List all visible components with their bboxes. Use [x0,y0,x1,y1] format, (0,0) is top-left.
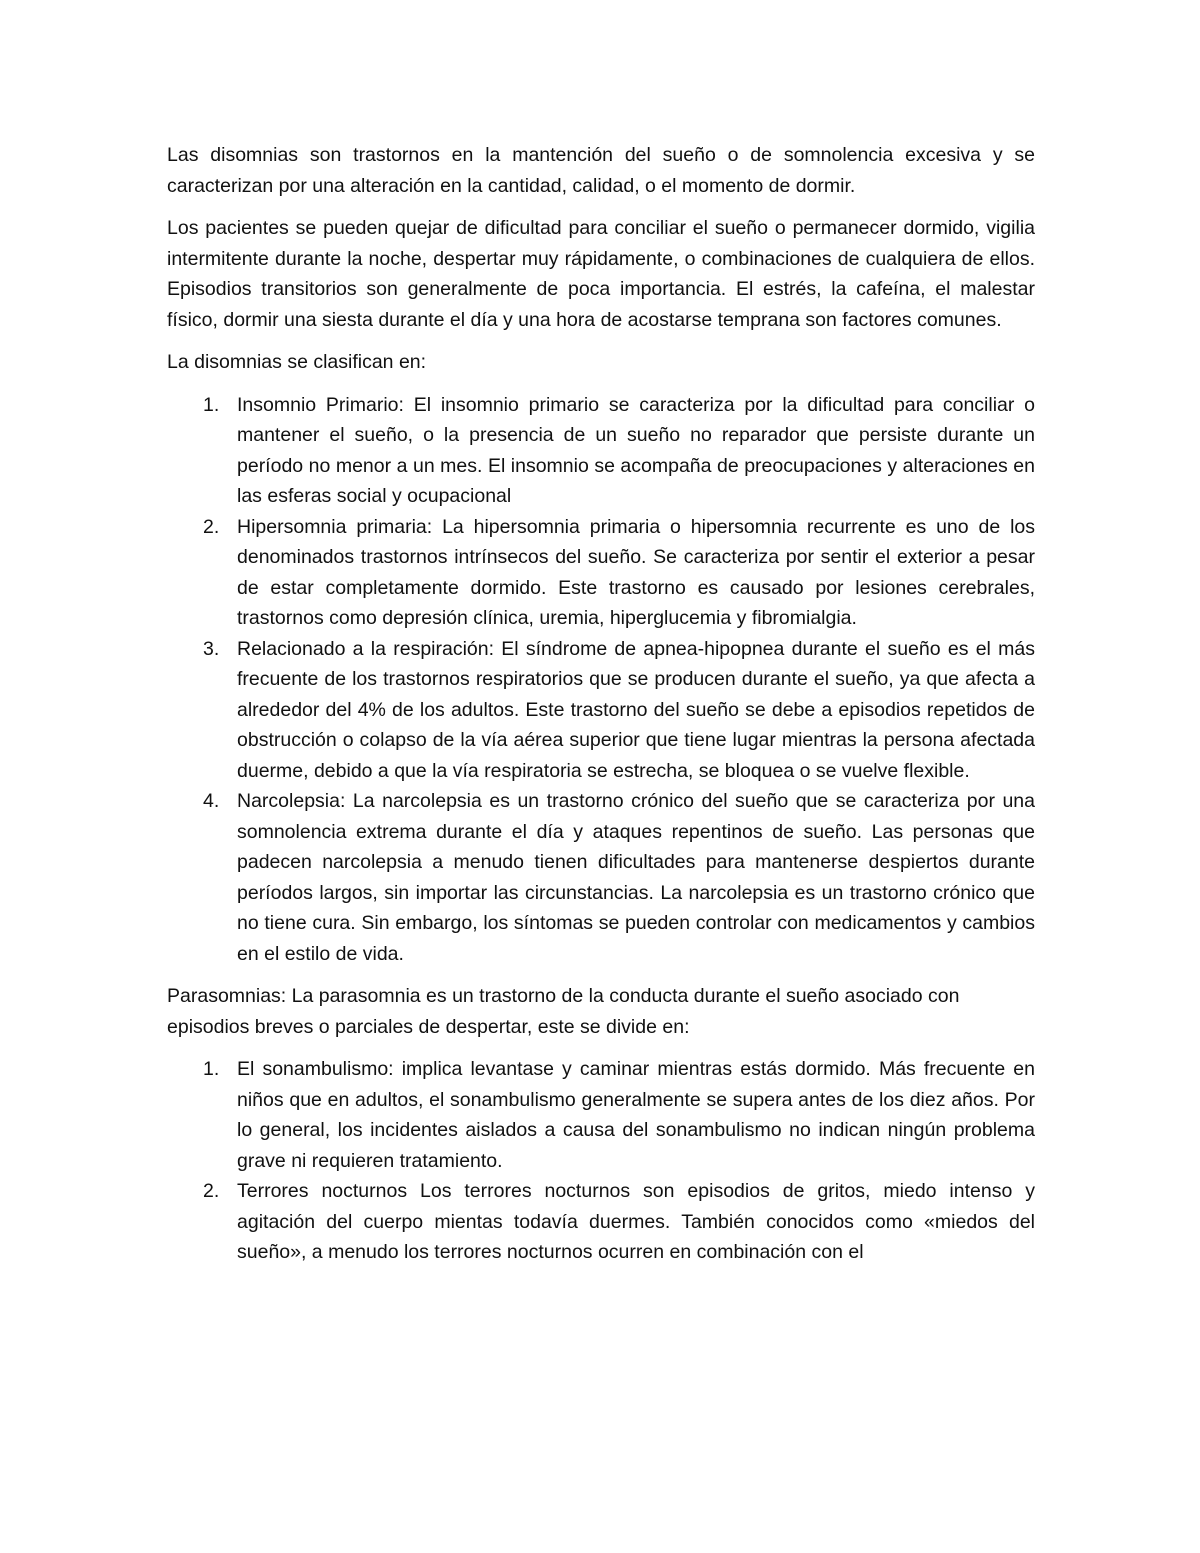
paragraph-classification-intro: La disomnias se clasifican en: [167,351,427,373]
list-item [167,634,1035,787]
document-page [167,140,1035,1280]
list-item-number: 4. [203,790,220,812]
list-item-text: Hipersomnia primaria: La hipersomnia primaria o hipersomnia recurrente es uno de los denominados trastornos intrínsecos del sueño. Se caracteriza por sentir el exterior a pesar de estar completamente dormido. Este trastorno es causado por lesiones cerebrales, trastornos como depresión clínica, uremia, hiperglucemia y fibromialgia. [237,515,1035,629]
parasomnias-list [167,1054,1035,1268]
list-item-text: Narcolepsia: La narcolepsia es un trastorno crónico del sueño que se caracteriza por una somnolencia extrema durante el día y ataques repentinos de sueño. Las personas que padecen narcolepsia a menudo tienen dificultades para mantenerse despiertos durante períodos largos, sin importar las circunstancias. La narcolepsia es un trastorno crónico que no tiene cura. Sin embargo, los síntomas se pueden controlar con medicamentos y cambios en el estilo de vida. [237,790,1035,965]
list-item [167,786,1035,969]
list-item-number: 1. [203,393,220,416]
disomnias-list [167,390,1035,970]
list-item [167,1054,1035,1176]
list-item-text: Relacionado a la respiración: El síndrome de apnea-hipopnea durante el sueño es el más frecuente de los trastornos respiratorios que se producen durante el sueño, ya que afecta a alrededor del 4% de los adultos. Este trastorno del sueño se debe a episodios repetidos de obstrucción o colapso de la vía aérea superior que tiene lugar mientras la persona afectada duerme, debido a que la vía respiratoria se estrecha, se bloquea o se vuelve flexible. [237,637,1035,782]
list-item-text: Terrores nocturnos Los terrores nocturnos son episodios de gritos, miedo intenso y agitación del cuerpo mientas todavía duermes. También conocidos como «miedos del sueño», a menudo los terrores nocturnos ocurren en combinación con el [237,1180,1035,1263]
list-item [167,1176,1035,1268]
list-item [167,390,1035,512]
list-item-number: 2. [203,1180,220,1202]
paragraph-parasomnias-intro: Parasomnias: La parasomnia es un trastorno de la conducta durante el sueño asociado con episodios breves o parciales de despertar, este se divide en: [167,985,960,1038]
list-item-number: 2. [203,515,220,538]
list-item-number: 1. [203,1058,220,1080]
list-item [167,512,1035,634]
paragraph-patient-complaints: Los pacientes se pueden quejar de dificultad para conciliar el sueño o permanecer dormido, vigilia intermitente durante la noche, despertar muy rápidamente, o combinaciones de cualquiera de ellos. Episodios transitorios son generalmente de poca importancia. El estrés, la cafeína, el malestar físico, dormir una siesta durante el día y una hora de acostarse temprana son factores comunes. [167,217,1035,331]
list-item-text: El sonambulismo: implica levantase y caminar mientras estás dormido. Más frecuente en niños que en adultos, el sonambulismo generalmente se supera antes de los diez años. Por lo general, los incidentes aislados a causa del sonambulismo no indican ningún problema grave ni requieren tratamiento. [237,1058,1035,1172]
paragraph-disomnias-definition: Las disomnias son trastornos en la mantención del sueño o de somnolencia excesiva y se caracterizan por una alteración en la cantidad, calidad, o el momento de dormir. [167,144,1035,197]
list-item-number: 3. [203,637,220,660]
list-item-text: Insomnio Primario: El insomnio primario se caracteriza por la dificultad para conciliar o mantener el sueño, o la presencia de un sueño no reparador que persiste durante un período no menor a un mes. El insomnio se acompaña de preocupaciones y alteraciones en las esferas social y ocupacional [237,393,1035,507]
